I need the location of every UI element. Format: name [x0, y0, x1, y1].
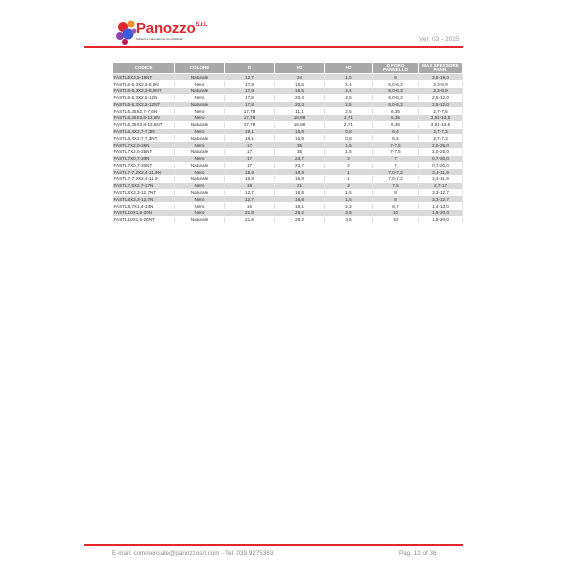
table-cell: FASTL6,35X2,7-7,6N — [113, 108, 175, 115]
table-cell: 17 — [225, 148, 275, 155]
table-cell: Nero — [175, 210, 225, 217]
column-header: H1 — [275, 63, 325, 74]
column-header: COLORE — [175, 63, 225, 74]
table-cell: 12,7 — [225, 74, 275, 81]
table-cell: 2,71 — [325, 115, 373, 122]
table-cell: 21 — [275, 182, 325, 189]
table-cell: 2,3-8,9 — [419, 87, 463, 94]
table-cell: 12,7 — [225, 196, 275, 203]
table-cell: 2,7-7,3 — [419, 135, 463, 142]
table-cell: Nero — [175, 142, 225, 149]
table-cell: 7,5 — [373, 182, 419, 189]
table-cell: Nero — [175, 169, 225, 176]
table-cell: 2,5-12,0 — [419, 94, 463, 101]
table-cell: FASTL6,4X2,7-7,3N — [113, 128, 175, 135]
table-cell: 3,5 — [325, 216, 373, 223]
table-cell: 2,7-17 — [419, 182, 463, 189]
table-cell: 20,4 — [275, 101, 325, 108]
table-cell: 2,3 — [325, 203, 373, 210]
table-row — [113, 169, 463, 176]
table-cell: Nero — [175, 203, 225, 210]
table-cell: 18,88 — [275, 121, 325, 128]
table-cell: 2,5 — [325, 108, 373, 115]
table-cell: FASTL7X0,7-20N — [113, 155, 175, 162]
column-header: CODICE — [113, 63, 175, 74]
table-cell: 21,8 — [225, 216, 275, 223]
product-table — [112, 62, 463, 224]
table-cell: Nero — [175, 81, 225, 88]
table-cell: 6,35 — [373, 115, 419, 122]
table-cell: 16,8 — [275, 189, 325, 196]
table-row — [113, 196, 463, 203]
table-cell: 17,8 — [225, 94, 275, 101]
table-cell: 7-7,5 — [373, 148, 419, 155]
table-cell: 2,5-12,0 — [419, 101, 463, 108]
table-row — [113, 155, 463, 162]
table-cell: 15,9 — [275, 135, 325, 142]
column-header: H2 — [325, 63, 373, 74]
table-cell: FASTL6X3,5-19NT — [113, 74, 175, 81]
table-cell: 0,7-20,0 — [419, 155, 463, 162]
table-cell: Nero — [175, 108, 225, 115]
table-row — [113, 216, 463, 223]
table-cell: 3,3-12,7 — [419, 189, 463, 196]
table-cell: 1,4-13,0 — [419, 203, 463, 210]
table-cell: 1,5-20,0 — [419, 210, 463, 217]
table-row — [113, 135, 463, 142]
table-cell: 18,9 — [275, 169, 325, 176]
header-divider — [84, 46, 463, 48]
table-cell: 17,8 — [225, 87, 275, 94]
table-cell: 6,35 — [373, 121, 419, 128]
table-row — [113, 203, 463, 210]
table-cell: 1,5 — [325, 142, 373, 149]
table-cell: 24 — [275, 74, 325, 81]
table-cell: 2,4 — [325, 81, 373, 88]
table-cell: 17,8 — [225, 81, 275, 88]
table-cell: 17,78 — [225, 121, 275, 128]
brand-tagline: Sistemi e materiali per la pubblicità — [136, 37, 183, 41]
table-cell: 8 — [373, 189, 419, 196]
table-cell: 17 — [225, 162, 275, 169]
table-cell: FASTL8X3,3-12,7NT — [113, 189, 175, 196]
table-cell: 2,5 — [325, 94, 373, 101]
table-cell: 20,4 — [275, 94, 325, 101]
table-cell: 16 — [225, 203, 275, 210]
table-row — [113, 210, 463, 217]
table-cell: 1,5 — [325, 74, 373, 81]
table-row — [113, 182, 463, 189]
table-cell: 7 — [373, 162, 419, 169]
table-cell: 35 — [275, 148, 325, 155]
table-cell: 15,9 — [275, 128, 325, 135]
table-row — [113, 189, 463, 196]
brand-name: Panozzo$^{S.r.l.}$ — [136, 20, 207, 37]
table-cell: 3,5 — [325, 210, 373, 217]
table-row — [113, 142, 463, 149]
table-cell: 16,8 — [275, 196, 325, 203]
table-row — [113, 121, 463, 128]
table-cell: 15,5 — [275, 87, 325, 94]
table-cell: 8 — [373, 196, 419, 203]
table-cell: 3,81-13,5 — [419, 121, 463, 128]
table-cell: 2,4-11,9 — [419, 169, 463, 176]
table-cell: 1,5 — [325, 148, 373, 155]
table-cell: 11,1 — [275, 108, 325, 115]
table-cell: 7,0-7,2 — [373, 169, 419, 176]
column-header: D FORO PANNELLO — [373, 63, 419, 74]
table-cell: Nero — [175, 115, 225, 122]
table-row — [113, 162, 463, 169]
table-cell: 28,2 — [275, 210, 325, 217]
table-cell: Naturale — [175, 101, 225, 108]
table-cell: 0,7-20,0 — [419, 162, 463, 169]
table-cell: 3,5-19,0 — [419, 74, 463, 81]
document-version: Ver. 02 - 2025 — [419, 36, 460, 43]
table-cell: 23,7 — [275, 155, 325, 162]
table-cell: 21,8 — [225, 210, 275, 217]
table-row — [113, 128, 463, 135]
table-cell: 1,5-20,0 — [419, 216, 463, 223]
table-row — [113, 81, 463, 88]
table-cell: Nero — [175, 155, 225, 162]
table-cell: FASTL7,5X2,7-17N — [113, 182, 175, 189]
table-cell: FASTL7-7,2X2,4-11,9N — [113, 169, 175, 176]
table-cell: 6 — [373, 74, 419, 81]
table-cell: 2,71 — [325, 121, 373, 128]
column-header: MAX SPESSORE PANN. — [419, 63, 463, 74]
footer-contact: E-mail: commerciale@panozzosrl.com - Tel. 039.9275363 — [112, 550, 274, 557]
table-cell: 6,0-6,3 — [373, 81, 419, 88]
table-cell: Nero — [175, 182, 225, 189]
table-cell: 1,5 — [325, 189, 373, 196]
table-cell: 19,1 — [225, 128, 275, 135]
table-cell: 6,35 — [373, 108, 419, 115]
table-cell: 2 — [325, 162, 373, 169]
table-cell: 15,9 — [225, 176, 275, 183]
table-cell: Naturale — [175, 162, 225, 169]
table-cell: 7 — [373, 155, 419, 162]
table-cell: 1 — [325, 169, 373, 176]
table-row — [113, 101, 463, 108]
table-cell: 7,0-7,2 — [373, 176, 419, 183]
table-cell: 1,5 — [325, 196, 373, 203]
table-cell: 17 — [225, 142, 275, 149]
table-cell: 2 — [325, 155, 373, 162]
table-cell: 3,81-13,5 — [419, 115, 463, 122]
table-cell: 6,4 — [373, 128, 419, 135]
table-cell: 6,0-6,3 — [373, 87, 419, 94]
table-row — [113, 115, 463, 122]
table-header-row — [113, 63, 463, 74]
table-cell: 17,78 — [225, 115, 275, 122]
table-row — [113, 87, 463, 94]
table-cell: 12,7 — [225, 189, 275, 196]
table-cell: 2,0-25,0 — [419, 148, 463, 155]
table-cell: 3,3-12,7 — [419, 196, 463, 203]
table-cell: FASTL7X2,0-25N — [113, 142, 175, 149]
footer-divider — [84, 544, 463, 546]
table-cell: 7-7,5 — [373, 142, 419, 149]
table-cell: FASTL10X1,5-20NT — [113, 216, 175, 223]
table-cell: 6,0-6,3 — [373, 101, 419, 108]
table-cell: 0,8 — [325, 128, 373, 135]
table-row — [113, 108, 463, 115]
table-cell: 18,9 — [275, 176, 325, 183]
table-cell: FASTL6,35X3,8-13,5NT — [113, 121, 175, 128]
column-header: D — [225, 63, 275, 74]
table-cell: 2,7-7,6 — [419, 108, 463, 115]
table-cell: 28,2 — [275, 216, 325, 223]
table-cell: FASTL6-6,3X2,5-12NT — [113, 101, 175, 108]
table-cell: 1 — [325, 176, 373, 183]
table-cell: FASTL6-6,3X2,5-12N — [113, 94, 175, 101]
table-cell: Naturale — [175, 216, 225, 223]
table-cell: 23,7 — [275, 162, 325, 169]
table-cell: Naturale — [175, 176, 225, 183]
table-row — [113, 148, 463, 155]
table-cell: 2,5 — [325, 101, 373, 108]
table-cell: FASTL6,4X2,7-7,3NT — [113, 135, 175, 142]
table-row — [113, 176, 463, 183]
table-cell: 19 — [225, 182, 275, 189]
table-cell: 15,5 — [275, 81, 325, 88]
table-cell: FASTL8,7X1,4-13N — [113, 203, 175, 210]
table-cell: FASTL8X3,3-12,7N — [113, 196, 175, 203]
table-cell: 8,7 — [373, 203, 419, 210]
table-cell: FASTL6,35X3,8-13,5N — [113, 115, 175, 122]
table-cell: 17,8 — [225, 101, 275, 108]
table-cell: FASTL7-7,2X2,4-11,9 — [113, 176, 175, 183]
table-cell: Nero — [175, 128, 225, 135]
table-cell: Naturale — [175, 121, 225, 128]
table-cell: Naturale — [175, 135, 225, 142]
table-cell: 2,4-11,9 — [419, 176, 463, 183]
table-cell: Nero — [175, 94, 225, 101]
table-cell: Naturale — [175, 189, 225, 196]
table-row — [113, 94, 463, 101]
table-cell: 19,1 — [225, 135, 275, 142]
table-cell: FASTL10X1,5-20N — [113, 210, 175, 217]
table-cell: 6,0-6,3 — [373, 94, 419, 101]
table-cell: FASTL7X0,7-20NT — [113, 162, 175, 169]
table-cell: FASTL7X2,0-25NT — [113, 148, 175, 155]
table-cell: 17 — [225, 155, 275, 162]
table-cell: 2,7-7,3 — [419, 128, 463, 135]
company-logo — [114, 18, 234, 48]
table-cell: 18,88 — [275, 115, 325, 122]
table-cell: 2,4 — [325, 87, 373, 94]
table-cell: 19,1 — [275, 203, 325, 210]
table-cell: 2,3-8,9 — [419, 81, 463, 88]
table-cell: 2,0-25,0 — [419, 142, 463, 149]
table-cell: Naturale — [175, 74, 225, 81]
page-number: Pag. 12 of 36 — [399, 550, 437, 557]
table-cell: Naturale — [175, 87, 225, 94]
table-cell: 0,8 — [325, 135, 373, 142]
table-cell: 10 — [373, 210, 419, 217]
table-cell: 35 — [275, 142, 325, 149]
table-cell: 6,4 — [373, 135, 419, 142]
table-cell: FASTL6-6,3X2,3-8,9NT — [113, 87, 175, 94]
table-cell: Naturale — [175, 148, 225, 155]
table-cell: 15,9 — [225, 169, 275, 176]
table-cell: 2 — [325, 182, 373, 189]
table-cell: 17,78 — [225, 108, 275, 115]
table-cell: Nero — [175, 196, 225, 203]
table-cell: FASTL6-6,3X2,3-8,9N — [113, 81, 175, 88]
table-cell: 10 — [373, 216, 419, 223]
table-row — [113, 74, 463, 81]
